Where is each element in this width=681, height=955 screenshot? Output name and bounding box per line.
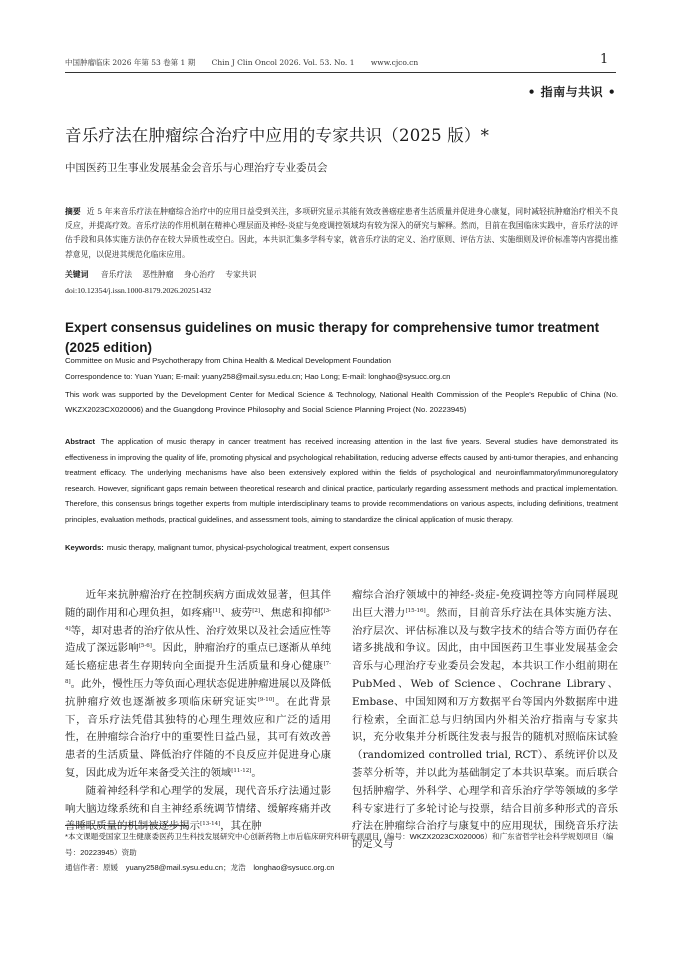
keyword: 专家共识 — [225, 270, 257, 279]
footnote — [65, 829, 618, 876]
abstract-cn-text: 近 5 年来音乐疗法在肿瘤综合治疗中的应用日益受到关注，多项研究显示其能有效改善癌症患者生活质量并促进身心康复，同时减轻抗肿瘤治疗相关不良反应，并提高疗效。音乐疗法的作用机制在精神心理层面及神经-炎症与免疫调控领域均有较为深入的研究与解释。然而，目前在我国临床实践中，音乐疗法的评估手段和具体实施方法仍存在较大异质性或空白。因此，本共识汇集多学科专家，就音乐疗法的定义、治疗原则、评估方法、实施细则及评价标准等内容提出推荐意见，以促进其规范化临床应用。 — [65, 207, 618, 259]
correspondence-footnote: 通信作者：原媛 yuany258@mail.sysu.edu.cn；龙浩 longhao@sysucc.org.cn — [65, 863, 335, 873]
citation-ref[interactable]: [3-4] — [65, 607, 331, 632]
keywords-en-text: music therapy, malignant tumor, physical-psychological treatment, expert consensus — [106, 543, 390, 552]
journal-website[interactable]: www.cjco.cn — [370, 58, 419, 67]
keyword: 音乐疗法 — [100, 270, 133, 279]
keyword: 恶性肿瘤 — [142, 270, 174, 279]
article-title-en: Expert consensus guidelines on music therapy for comprehensive tumor treatment (2025 edition) — [65, 320, 600, 355]
page-number: 1 — [600, 52, 609, 67]
citation-ref[interactable]: [13-14] — [200, 821, 221, 828]
doi[interactable]: doi:10.12354/j.issn.1000-8179.2026.20251432 — [65, 286, 212, 295]
author-committee-cn: 中国医药卫生事业发展基金会音乐与心理治疗专业委员会 — [65, 162, 328, 174]
body-paragraph: 瘤综合治疗领域中的神经-炎症-免疫调控等方向同样展现出巨大潜力[15-16]。然而，目前音乐疗法在具体实施方法、治疗层次、评估标准以及与数字技术的结合等方面仍存在诸多挑战和争议。因此，由中国医药卫生事业发展基金会音乐与心理治疗专业委员会发起，本共识工作小组前期在 PubMed、Web of Science、Cochrane Library、Embase、中国知网和万方数据平台等国内外数据库中进行检索，全面汇总与归纳国内外相关治疗指南与专家共识，充分收集并分析既往发表与报告的随机对照临床试验（randomized controlled trial, RCT）、系统评价以及荟萃分析等，并以此为基础制定了本共识草案。而后联合包括肿瘤学、外科学、心理学和音乐治疗学等领域的多学科专家进行了多轮讨论与投票，结合目前多种形式的音乐疗法在肿瘤综合治疗与康复中的应用现状，围绕音乐疗法的定义与 — [352, 589, 619, 851]
citation-ref[interactable]: [15-16] — [405, 607, 426, 614]
header-divider — [65, 72, 616, 73]
section-tag: • 指南与共识 • — [527, 85, 616, 99]
abstract-cn-label: 摘要 — [65, 207, 81, 216]
abstract-en — [65, 434, 618, 528]
abstract-en-text: The application of music therapy in cancer treatment has received increasing attention in the last five years. Several studies have demonstrated its effectiveness in improving the quality of life, promoting physical and psychological rehabilitation, reducing adverse effects caused by anti-tumor therapies, and enhancing treatment efficacy. The underlying mechanisms have also been extensively explored within the fields of psychological and neuroinflammatory/immunoregulatory research. However, significant gaps remain between theoretical research and clinical practice, particularly regarding assessment methods and practical implementation. Therefore, this consensus brings together experts from multiple interdisciplinary teams to provide recommendations on various aspects, including definitions, treatment principles, evaluation methods, practical guidelines, and assessment tools, aiming to standardize the clinical application of music therapy. — [65, 437, 618, 524]
keywords-cn — [65, 269, 618, 280]
funding-statement-en: This work was supported by the Development Center for Medical Science & Technology, National Health Commission of the People's Republic of China (No. WKZX2023CX020006) and the Guangdong Province Philosophy and Social Science Planning Project (No. 20223945) — [65, 390, 618, 415]
body-paragraph: 近年来抗肿瘤治疗在控制疾病方面成效显著，但其伴随的副作用和心理负担，如疼痛[1]、疲劳[2]、焦虑和抑郁[3-4]等，却对患者的治疗依从性、治疗效果以及社会适应性等造成了深远影响[5-6]。因此，肿瘤治疗的重点已逐渐从单纯延长癌症患者生存期转向全面提升生活质量和身心健康[7-8]。此外，慢性压力等负面心理状态促进肿瘤进展以及降低抗肿瘤疗效也逐渐被多项临床研究证实[9-10]。在此背景下，音乐疗法凭借其独特的心理生理效应和广泛的适用性，在肿瘤综合治疗中的重要性日益凸显，其可有效改善患者的生活质量、降低治疗伴随的不良反应并促进身心康复，因此成为近年来备受关注的领域[11-12]。 — [65, 589, 332, 779]
citation-ref[interactable]: [5-6] — [138, 643, 152, 650]
article-title-cn: 音乐疗法在肿瘤综合治疗中应用的专家共识（2025 版）* — [65, 126, 490, 145]
keywords-en — [65, 543, 618, 552]
body-paragraph: 随着神经科学和心理学的发展，现代音乐疗法通过影响大脑边缘系统和自主神经系统调节情绪、缓解疼痛并改善睡眠质量的机制被逐步揭示[13-14]，其在肿 — [65, 784, 331, 833]
citation-ref[interactable]: [11-12] — [231, 767, 252, 774]
author-committee-en: Committee on Music and Psychotherapy from China Health & Medical Development Foundation — [65, 356, 392, 365]
keywords-cn-label: 关键词 — [65, 270, 89, 279]
correspondence-en: Correspondence to: Yuan Yuan; E-mail: yuany258@mail.sysu.edu.cn; Hao Long; E-mail: longhao@sysucc.org.cn — [65, 372, 451, 381]
running-header — [65, 57, 615, 68]
funding-footnote: *本文课题受国家卫生健康委医药卫生科技发展研究中心创新药物上市后临床研究科研专项项目（编号：WKZX2023CX020006）和广东省哲学社会科学规划项目（编号：20223945）资助 — [65, 832, 614, 857]
body-column-left — [65, 587, 331, 836]
keyword: 身心治疗 — [183, 270, 215, 279]
journal-name-cn: 中国肿瘤临床 2026 年第 53 卷第 1 期 — [65, 58, 196, 67]
citation-ref[interactable]: [1] — [212, 607, 221, 614]
citation-ref[interactable]: [9-10] — [257, 696, 275, 703]
footnote-divider — [65, 825, 188, 826]
citation-ref[interactable]: [2] — [252, 607, 261, 614]
keywords-en-label: Keywords: — [65, 543, 104, 552]
abstract-cn — [65, 205, 618, 262]
abstract-en-label: Abstract — [65, 437, 95, 446]
body-column-right — [352, 587, 618, 854]
citation-ref[interactable]: [7-8] — [65, 661, 331, 685]
journal-name-en: Chin J Clin Oncol 2026. Vol. 53. No. 1 — [211, 58, 355, 67]
